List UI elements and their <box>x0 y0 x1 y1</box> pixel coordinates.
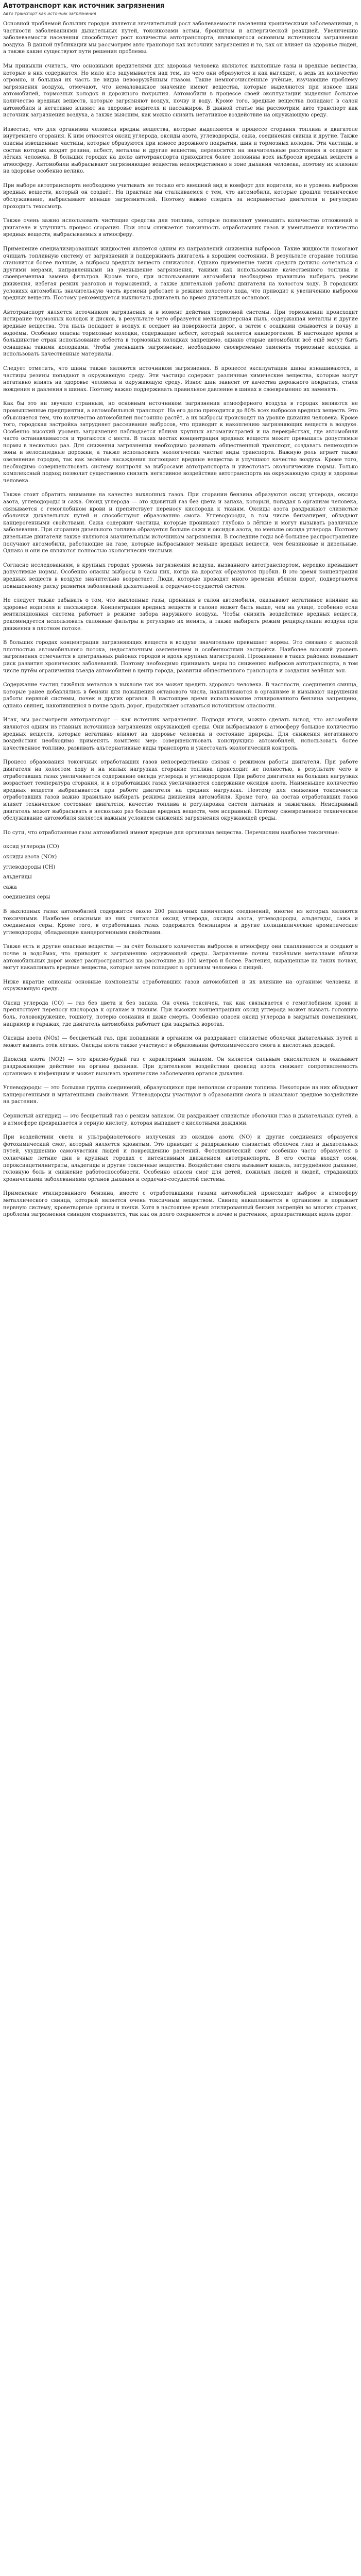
paragraph: Оксид углерода (CO) — газ без цвета и без запаха. Он очень токсичен, так как связывается с гемоглобином крови и препятствует переносу кислорода к органам и тканям. При высоких концентрациях оксид углерода может вызвать головную боль, головокружение, тошноту, потерю сознания и даже смерть. Особенно опасен оксид углерода в закрытых помещениях, например в гаражах, где двигатель автомобиля работает при закрытых воротах. <box>3 1000 358 1027</box>
paragraph: При воздействии света и ультрафиолетового излучения из оксидов азота (NO) и другие соединения образуется фотохимический смог, который является ядовитым. Это приводит к раздражению слизистых оболочек глаз и дыхательных путей, ухудшению самочувствия людей и повреждению растений. Фотохимический смог особенно часто образуется в солнечные летние дни в крупных городах с интенсивным движением автотранспорта. В его состав входят озон, пероксиацетилнитраты, альдегиды и другие токсичные вещества. Воздействие смога вызывает кашель, затруднённое дыхание, головную боль и снижение работоспособности. Особенно опасен смог для детей, пожилых людей и людей, страдающих хроническими заболеваниями органов дыхания и сердечно-сосудистой системы. <box>3 1134 358 1182</box>
list-item: соединения серы <box>3 894 50 901</box>
paragraph: Применение этилированного бензина, вместе с отработавшими газами автомобилей происходит выброс в атмосферу металлического свинца, который является очень токсичным веществом. Свинец накапливается в организме и поражает нервную систему, кроветворные органы и почки. Хотя в настоящее время этилированный бензин запрещён во многих странах, проблема загрязнения свинцом сохраняется, так как он долго сохраняется в почве и растениях, произрастающих вдоль дорог. <box>3 1191 358 1218</box>
paragraph: Основной проблемой больших городов является значительный рост заболеваемости населения хроническими заболеваниями, в частности заболеваниями дыхательных путей, токсикозами астмы, бронхитом и аллергической реакцией. Увеличению заболеваемости населения способствует рост количества автотранспорта, являющегося основным источником загрязнения воздуха. В данной публикации мы рассмотрим авто транспорт как источник загрязнения и то, как он влияет на здоровье людей, а также какие существуют пути решения проблемы. <box>3 21 358 55</box>
article-body <box>3 21 358 1218</box>
paragraph: Оксиды азота (NOx) — бесцветный газ, при попадании в организм он раздражает слизистые оболочки дыхательных путей и может вызвать отёк лёгких. Оксиды азота также участвуют в образовании фотохимического смога и кислотных дождей. <box>3 1036 358 1048</box>
list-item: оксиды азота (NOx) <box>3 854 57 860</box>
list-item: сажа <box>3 884 17 890</box>
paragraph: В выхлопных газах автомобилей содержится около 200 различных химических соединений, многие из которых являются токсичными. Наиболее опасными из них считаются оксид углерода, оксиды азота, углеводороды, альдегиды, сажа и соединения серы. Кроме того, в отработавших газах содержатся бензапирен и другие полициклические ароматические углеводороды, обладающие канцерогенными свойствами. <box>3 908 358 936</box>
paragraph: Мы привыкли считать, что основными вредителями для здоровья человека являются выхлопные газы и вредные вещества, которые в них содержатся. Но мало кто задумывается над тем, из чего они образуются и как выглядят, а ведь их количество огромно, и большая их часть не видна невооружённым глазом. Такие немногочисленные учёные, изучающие проблему загрязнения воздуха, отмечают, что немаловажное значение имеют вещества, которые выделяются при износе шин автомобилей, тормозных колодок и дорожного покрытия. Автомобили в процессе своей эксплуатации выделяют большое количество вредных веществ, которые загрязняют воздух, почву и воду. Кроме того, вредные вещества попадают в салон автомобиля и негативно влияют на здоровье водителя и пассажиров. В данной статье мы рассмотрим авто транспорт как источник загрязнения воздуха, а также выясним, как можно снизить негативное воздействие на окружающую среду. <box>3 63 358 118</box>
article-title: Автотранспорт как источник загрязнения <box>3 2 165 10</box>
paragraph: Как бы это ни звучало странным, но основным источником загрязнения атмосферного воздуха в городах являются не промышленные предприятия, а автомобильный транспорт. На его долю приходится до 80% всех выбросов вредных веществ. Это объясняется тем, что количество автомобилей постоянно растёт, а их выбросы происходят на уровне дыхания человека. Кроме того, городская застройка затрудняет рассеивание выбросов, что приводит к накоплению загрязняющих веществ в воздухе. Особенно высокий уровень загрязнения наблюдается вблизи крупных автомагистралей и на перекрёстках, где автомобили часто останавливаются и трогаются с места. В таких местах концентрация вредных веществ может превышать допустимые нормы в несколько раз. Для снижения загрязнения необходимо развивать общественный транспорт, создавать пешеходные зоны и велосипедные дорожки, а также использовать экологически чистые виды транспорта. Важную роль играет также озеленение городов, так как зелёные насаждения поглощают вредные вещества и улучшают качество воздуха. Кроме того, необходимо совершенствовать систему контроля за выбросами автотранспорта и ужесточать экологические нормы. Только комплексный подход позволит существенно снизить негативное воздействие автотранспорта на окружающую среду и здоровье человека. <box>3 401 358 484</box>
paragraph: Автотранспорт является источником загрязнения и в момент действия тормозной системы. При торможении происходит истирание тормозных колодок и дисков, в результате чего образуется мелкодисперсная пыль, содержащая металлы и другие вредные вещества. Эта пыль попадает в воздух и оседает на поверхности дорог, а затем с осадками смывается в почву и водоёмы. Особенно опасны тормозные колодки, содержащие асбест, который является канцерогеном. В настоящее время в большинстве стран использование асбеста в тормозных колодках запрещено, однако старые автомобили всё ещё могут быть оснащены такими колодками. Чтобы уменьшить загрязнение, необходимо своевременно заменять тормозные колодки и использовать качественные материалы. <box>3 309 358 358</box>
paragraph: Также очень важно использовать чистящие средства для топлива, которые позволяют уменьшить количество отложений в двигателе и улучшить процесс сгорания. При этом снижается токсичность отработавших газов и уменьшается количество вредных веществ, выбрасываемых в атмосферу. <box>3 218 358 238</box>
paragraph: Не следует также забывать о том, что выхлопные газы, проникая в салон автомобиля, оказывают негативное влияние на здоровье водителя и пассажиров. Концентрация вредных веществ в салоне может быть выше, чем на улице, особенно если вентиляционная система работает в режиме забора наружного воздуха. Чтобы снизить воздействие вредных веществ, рекомендуется использовать салонные фильтры и регулярно их менять, а также выбирать режим рециркуляции воздуха при движении в плотном потоке. <box>3 598 358 632</box>
list-item: альдегиды <box>3 874 32 880</box>
paragraph: Процесс образования токсичных отработавших газов непосредственно связан с режимом работы двигателя. При работе двигателя на холостом ходу и на малых нагрузках сгорание топлива происходит не полностью, в результате чего в отработавших газах увеличивается содержание оксида углерода и углеводородов. При работе двигателя на больших нагрузках возрастает температура сгорания, и в отработавших газах увеличивается содержание оксидов азота. Наименьшее количество вредных веществ выбрасывается при работе двигателя на средних нагрузках. Поэтому для снижения токсичности отработавших газов важно правильно выбирать режимы движения автомобиля. Кроме того, на состав отработавших газов влияет техническое состояние двигателя, качество топлива и регулировка систем питания и зажигания. Неисправный двигатель может выбрасывать в несколько раз больше вредных веществ, чем исправный. Поэтому своевременное техническое обслуживание автомобиля является важным условием снижения загрязнения окружающей среды. <box>3 759 358 822</box>
paragraph: Диоксид азота (NO2) — это красно-бурый газ с характерным запахом. Он является сильным окислителем и оказывает раздражающее действие на органы дыхания. При длительном воздействии диоксид азота снижает сопротивляемость организма к инфекциям и может вызывать хронические заболевания органов дыхания. <box>3 1057 358 1077</box>
paragraph: Применение специализированных жидкостей является одним из направлений снижения выбросов. Такие жидкости помогают очищать топливную систему от загрязнений и поддерживать двигатель в хорошем состоянии. В результате сгорание топлива становится более полным, а выбросы вредных веществ снижаются. Однако применение таких средств должно сочетаться с другими мерами, направленными на уменьшение загрязнения, такими как использование качественного топлива и своевременная замена фильтров. Кроме того, при использовании автомобиля необходимо правильно выбирать режим движения, избегая резких разгонов и торможений, а также длительной работы двигателя на холостом ходу. В городских условиях автомобиль значительную часть времени работает в режиме холостого хода, что приводит к увеличению выбросов вредных веществ. Поэтому рекомендуется выключать двигатель во время длительных остановок. <box>3 246 358 301</box>
paragraph: Итак, мы рассмотрели автотранспорт — как источник загрязнения. Подводя итоги, можно сделать вывод, что автомобили являются одним из главных источников загрязнения окружающей среды. Они выбрасывают в атмосферу большое количество вредных веществ, которые негативно влияют на здоровье человека и состояние природы. Для снижения негативного воздействия необходимо применять комплекс мер: совершенствовать конструкцию автомобилей, использовать более качественное топливо, развивать альтернативные виды транспорта и ужесточать экологический контроль. <box>3 717 358 751</box>
paragraph: Сернистый ангидрид — это бесцветный газ с резким запахом. Он раздражает слизистые оболочки глаз и дыхательных путей, а в атмосфере превращается в серную кислоту, которая выпадает с кислотными дождями. <box>3 1113 358 1126</box>
paragraph: Известно, что для организма человека вредны вещества, которые выделяются в процессе сгорания топлива в двигателе внутреннего сгорания. К ним относятся оксид углерода, оксиды азота, углеводороды, сажа, соединения свинца и другие. Также опасны взвешенные частицы, которые образуются при износе дорожного покрытия, шин и тормозных колодок. Эти частицы, в состав которых входят резина, асбест, металлы и другие вещества, переносятся на значительные расстояния и оседают в лёгких человека. В больших городах на долю автотранспорта приходится более половины всех выбросов вредных веществ в атмосферу. Автомобили выбрасывают загрязняющие вещества непосредственно в зоне дыхания человека, поэтому их влияние на здоровье особенно велико. <box>3 126 358 175</box>
paragraph: Согласно исследованиям, в крупных городах уровень загрязнения воздуха, вызванного автотранспортом, нередко превышает допустимые нормы. Особенно опасны выбросы в часы пик, когда на дорогах образуются пробки. В это время концентрация вредных веществ в воздухе значительно возрастает. Люди, которые проводят много времени вблизи дорог, подвергаются повышенному риску развития заболеваний дыхательной и сердечно-сосудистой систем. <box>3 562 358 589</box>
paragraph: При выборе автотранспорта необходимо учитывать не только его внешний вид и комфорт для водителя, но и уровень выбросов вредных веществ, который он создаёт. На практике мы сталкиваемся с тем, что автомобили, которые прошли техническое обслуживание, выбрасывают меньше загрязнителей. Поэтому важно следить за исправностью двигателя и регулярно проходить техосмотр. <box>3 182 358 210</box>
paragraph: Углеводороды — это большая группа соединений, образующихся при неполном сгорании топлива. Некоторые из них обладают канцерогенными и мутагенными свойствами. Углеводороды участвуют в образовании смога и оказывают вредное воздействие на растения. <box>3 1085 358 1105</box>
list-item: углеводороды (CH) <box>3 864 56 870</box>
paragraph: В больших городах концентрация загрязняющих веществ в воздухе значительно превышает нормы. Это связано с высокой плотностью автомобильного потока, недостаточным озеленением и особенностями застройки. Наиболее высокий уровень загрязнения отмечается в центральных районах городов и вдоль крупных магистралей. Проживание в таких районах повышает риск развития хронических заболеваний. Поэтому необходимо принимать меры по снижению выбросов автотранспорта, в том числе путём ограничения въезда автомобилей в центр города, развития общественного транспорта и создания зелёных зон. <box>3 640 358 674</box>
list-item: оксид углерода (CO) <box>3 844 59 850</box>
paragraph: Ниже вкратце описаны основные компоненты отработавших газов автомобилей и их влияние на организм человека и окружающую среду. <box>3 979 358 992</box>
paragraph: Следует отметить, что шины также являются источником загрязнения. В процессе эксплуатации шины изнашиваются, и частицы резины попадают в окружающую среду. Эти частицы содержат различные химические вещества, которые могут негативно влиять на здоровье человека и окружающую среду. Износ шин зависит от качества дорожного покрытия, стиля вождения и давления в шинах. Поэтому важно поддерживать правильное давление в шинах и своевременно их заменять. <box>3 365 358 393</box>
article <box>0 0 361 1218</box>
paragraph: По сути, что отработанные газы автомобилей имеют вредные для организма вещества. Перечислим наиболее токсичные: <box>3 829 339 836</box>
paragraph: Также стоит обратить внимание на качество выхлопных газов. При сгорании бензина образуются оксид углерода, оксиды азота, углеводороды и сажа. Оксид углерода — это ядовитый газ без цвета и запаха, который, попадая в организм человека, связывается с гемоглобином крови и препятствует переносу кислорода к тканям. Оксиды азота раздражают слизистые оболочки дыхательных путей и способствуют образованию смога. Углеводороды, в том числе бензапирен, обладают канцерогенными свойствами. Сажа содержит частицы, которые проникают глубоко в лёгкие и могут вызывать различные заболевания. При сгорании дизельного топлива образуется больше сажи и оксидов азота, но меньше оксида углерода. Поэтому дизельные двигатели также являются значительным источником загрязнения. В последние годы всё большее распространение получают автомобили, работающие на газе, которые выбрасывают меньше вредных веществ, чем бензиновые и дизельные. Однако и они не являются полностью экологически чистыми. <box>3 492 358 554</box>
article-subtitle: Авто транспорт как источник загрязнения <box>3 11 96 16</box>
paragraph: Также есть и другие опасные вещества — за счёт большого количества выбросов в атмосферу они скапливаются и оседают в почве и водоёмах, что приводит к загрязнению окружающей среды. Загрязнение почвы тяжёлыми металлами вблизи автомобильных дорог может распространяться на расстояние до 100 метров и более. Растения, выращенные на таких почвах, могут накапливать вредные вещества, которые затем попадают в организм человека с пищей. <box>3 944 358 971</box>
paragraph: Содержание частиц тяжёлых металлов в выхлопе так же может вредить здоровью человека. В частности, соединения свинца, которые ранее добавлялись в бензин для повышения октанового числа, накапливаются в организме и вызывают нарушения работы нервной системы, почек и других органов. В настоящее время использование этилированного бензина запрещено, однако свинец, накопившийся в почве вдоль дорог, продолжает оставаться источником опасности. <box>3 682 358 709</box>
